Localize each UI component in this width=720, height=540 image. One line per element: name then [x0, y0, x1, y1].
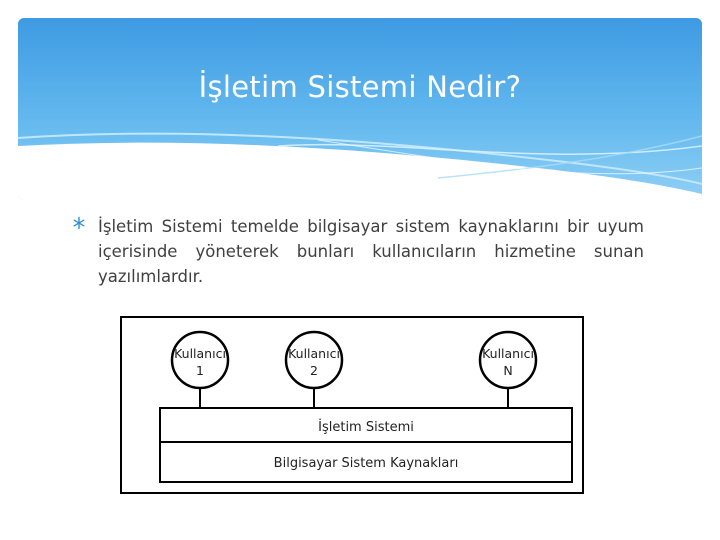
os-layer-label: İşletim Sistemi [318, 420, 414, 435]
slide-title: İşletim Sistemi Nedir? [198, 70, 522, 104]
title-banner [18, 18, 702, 200]
bullet-list [72, 214, 644, 289]
bullet-text: İşletim Sistemi temelde bilgisayar sistem kaynaklarını bir uyum içerisinde yöneterek bunları kullanıcıların hizmetine sunan yazılımlardır. [98, 217, 644, 286]
resources-layer-label: Bilgisayar Sistem Kaynakları [273, 456, 459, 471]
user-label: Kullanıcı [174, 346, 226, 361]
os-diagram [120, 316, 584, 494]
user-node-2 [286, 332, 342, 388]
user-node-n [480, 332, 536, 388]
user-number: N [503, 363, 513, 378]
user-number: 1 [196, 363, 204, 378]
asterisk-icon [72, 216, 86, 230]
user-label: Kullanıcı [482, 346, 534, 361]
user-label: Kullanıcı [288, 346, 340, 361]
banner-background [18, 18, 702, 200]
user-number: 2 [310, 363, 318, 378]
user-node-1 [172, 332, 228, 388]
